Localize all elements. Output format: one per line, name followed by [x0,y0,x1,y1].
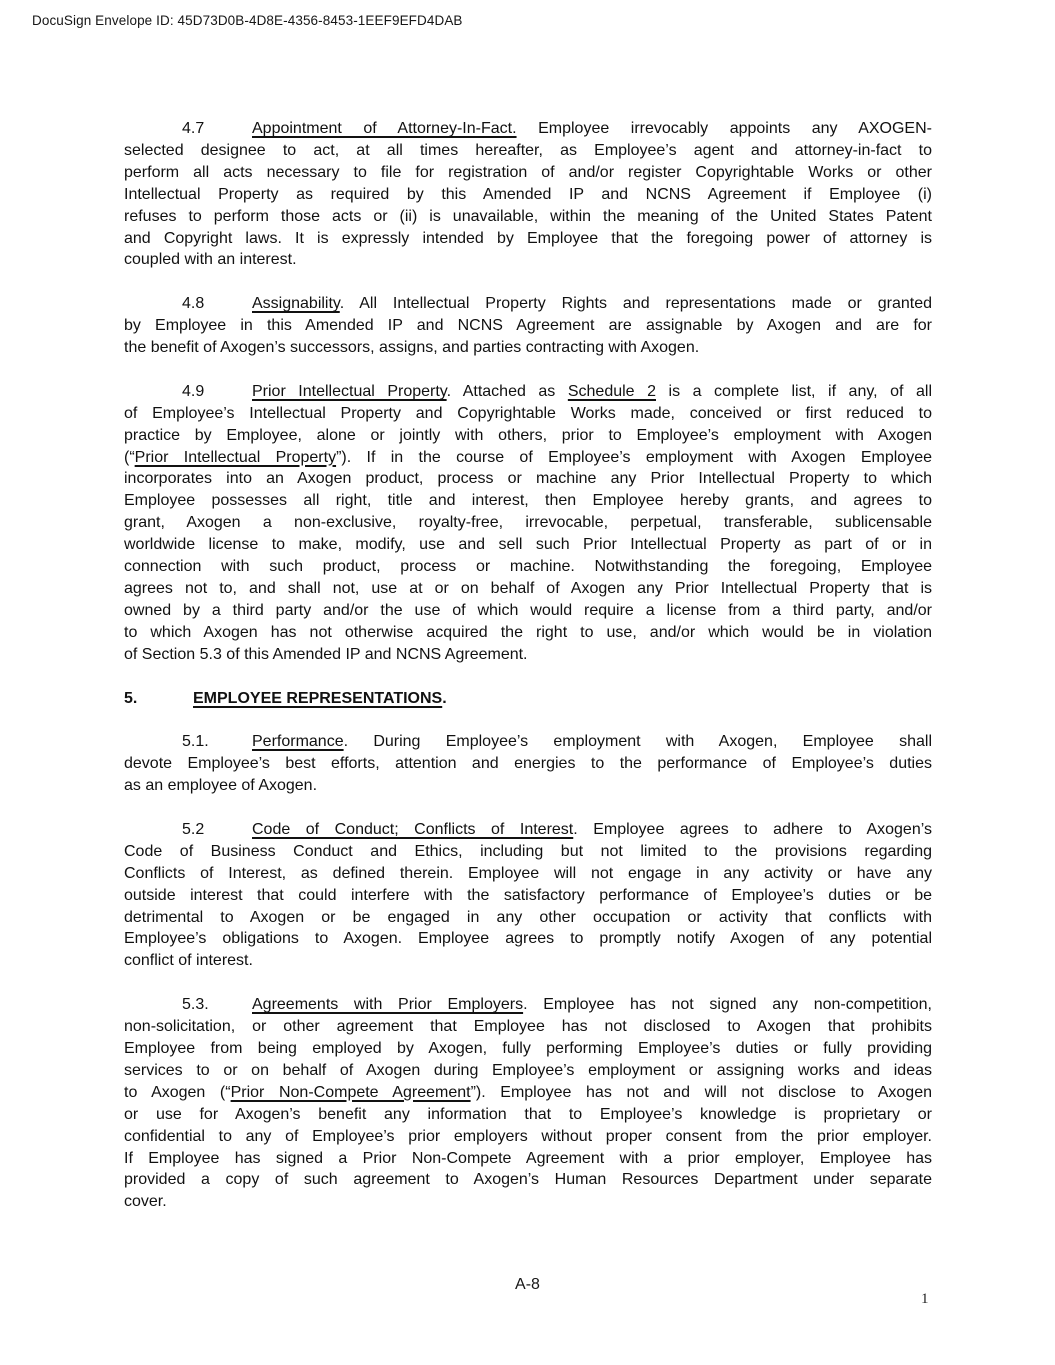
paragraph [124,819,932,972]
text-segment: . All Intellectual Property Rights and representations made or granted [339,295,932,313]
text-line [124,753,932,775]
text-segment: worldwide license to make, modify, use and sell such Prior Intellectual Property as part of or in [124,536,932,554]
text-line [124,425,932,447]
paragraph [124,118,932,271]
docusign-envelope-id: DocuSign Envelope ID: 45D73D0B-4D8E-4356-8453-1EEF9EFD4DAB [32,13,463,28]
footer-page-label: A-8 [515,1276,540,1293]
text-line [124,228,932,250]
text-segment: connection with such product, process or machine. Notwithstanding the foregoing, Employee [124,558,932,576]
text-segment: of Employee’s Intellectual Property and Copyrightable Works made, conceived or first reduced to [124,404,932,422]
text-segment: detrimental to Axogen or be engaged in any other occupation or activity that conflicts with [124,908,932,926]
underlined-term: Schedule 2 [567,382,656,400]
text-line [124,885,932,907]
text-line [124,994,932,1016]
text-line [124,315,932,337]
section-number: 5.3. [182,996,209,1014]
text-segment: or use for Axogen’s benefit any information that to Employee’s knowledge is proprietary or [124,1105,932,1123]
text-segment: . During Employee’s employment with Axogen, Employee shall [343,733,932,751]
text-line [124,490,932,512]
text-line [124,600,932,622]
document-body [124,118,932,1235]
underlined-term: Performance [252,733,344,751]
text-line [124,863,932,885]
section-number: 4.9 [182,382,205,400]
underlined-term: Prior Non-Compete Agreement [230,1083,471,1101]
text-segment: practice by Employee, alone or jointly with others, prior to Employee’s employment with Axogen [124,426,932,444]
text-line [124,1148,932,1170]
text-segment: grant, Axogen a non-exclusive, royalty-free, irrevocable, perpetual, transferable, sublicensable [124,514,932,532]
underlined-term: EMPLOYEE REPRESENTATIONS [193,689,443,707]
text-line [124,644,932,666]
underlined-term: Appointment of Attorney-In-Fact. [252,120,517,137]
text-segment: provided a copy of such agreement to Axogen’s Human Resources Department under separate [124,1171,932,1189]
text-line [124,468,932,490]
text-segment: to which Axogen has not otherwise acquired the right to use, and/or which would be in violation [124,623,932,641]
paragraph [124,293,932,359]
underlined-term: Prior Intellectual Property [134,448,337,466]
text-segment: Employee’s obligations to Axogen. Employee agrees to promptly notify Axogen of any potential [124,930,932,948]
text-line [124,162,932,184]
text-line [124,1191,932,1213]
text-segment: conflict of interest. [124,952,253,970]
text-line [124,928,932,950]
text-segment: . [442,689,447,707]
text-line [124,1060,932,1082]
text-line [124,950,932,972]
text-segment: the benefit of Axogen’s successors, assigns, and parties contracting with Axogen. [124,339,700,357]
text-segment: confidential to any of Employee’s prior employers without proper consent from the prior employer. [124,1127,932,1145]
text-line [124,841,932,863]
text-segment: refuses to perform those acts or (ii) is unavailable, within the meaning of the United States Patent [124,207,932,225]
text-segment: to Axogen (“ [124,1083,231,1101]
text-segment: is a complete list, if any, of all [656,382,933,400]
text-line [124,556,932,578]
text-line [124,622,932,644]
underlined-term: Agreements with Prior Employers [252,996,524,1014]
underlined-term: Code of Conduct; Conflicts of Interest [252,820,574,838]
text-line [124,1169,932,1191]
text-segment: Employee possesses all right, title and interest, then Employee hereby grants, and agrees to [124,492,932,510]
text-line [124,140,932,162]
text-segment: incorporates into an Axogen product, process or machine any Prior Intellectual Property to which [124,470,932,488]
text-line [124,1038,932,1060]
text-segment: as an employee of Axogen. [124,777,318,795]
text-segment: Code of Business Conduct and Ethics, including but not limited to the provisions regarding [124,842,932,860]
text-segment: Intellectual Property as required by this Amended IP and NCNS Agreement if Employee (i) [124,185,932,203]
text-line [124,1016,932,1038]
text-segment: of Section 5.3 of this Amended IP and NCNS Agreement. [124,645,528,663]
underlined-term: Assignability [252,295,340,313]
text-line [124,293,932,315]
text-segment: selected designee to act, at all times hereafter, as Employee’s agent and attorney-in-fact to [124,141,932,159]
text-segment: cover. [124,1193,167,1211]
footer-page-number: 1 [921,1291,929,1307]
text-segment: Conflicts of Interest, as defined therein. Employee will not engage in any activity or have any [124,864,932,882]
text-line [124,534,932,556]
text-line [124,775,932,797]
text-segment: outside interest that could interfere with the satisfactory performance of Employee’s duties or be [124,886,932,904]
section-heading [124,688,932,710]
text-segment: non-solicitation, or other agreement that Employee has not disclosed to Axogen that prohibits [124,1018,932,1036]
paragraph [124,731,932,797]
text-line [124,447,932,469]
text-segment: If Employee has signed a Prior Non-Compete Agreement with a prior employer, Employee has [124,1149,932,1167]
text-segment: . Employee has not signed any non-competition, [523,996,932,1014]
text-segment: by Employee in this Amended IP and NCNS Agreement are assignable by Axogen and are for [124,317,932,335]
text-segment: . Employee agrees to adhere to Axogen’s [573,820,932,838]
text-segment: ”). If in the course of Employee’s employment with Axogen Employee [336,448,932,466]
section-number: 4.7 [182,120,205,137]
text-line [124,512,932,534]
text-line [124,118,932,140]
text-line [124,688,932,710]
section-number: 5.1. [182,733,209,751]
text-line [124,1104,932,1126]
text-segment: ”). Employee has not and will not disclose to Axogen [470,1083,933,1101]
text-line [124,403,932,425]
text-segment: coupled with an interest. [124,251,297,269]
text-segment: perform all acts necessary to file for registration of and/or register Copyrightable Works or other [124,163,932,181]
text-segment: Employee irrevocably appoints any AXOGEN- [516,120,932,137]
section-number: 5.2 [182,820,205,838]
paragraph [124,381,932,666]
text-line [124,819,932,841]
text-segment: agrees not to, and shall not, use at or on behalf of Axogen any Prior Intellectual Property that is [124,580,932,597]
text-line [124,578,932,600]
text-segment: and Copyright laws. It is expressly intended by Employee that the foregoing power of attorney is [124,229,932,247]
text-segment: owned by a third party and/or the use of which would require a license from a third party, and/or [124,601,932,619]
text-line [124,337,932,359]
text-line [124,249,932,271]
underlined-term: Prior Intellectual Property [252,382,447,400]
paragraph [124,994,932,1213]
section-number: 4.8 [182,295,205,313]
text-segment: services to or on behalf of Axogen during Employee’s employment or assigning works and ideas [124,1061,932,1079]
text-line [124,1082,932,1104]
section-number: 5. [124,689,138,707]
text-line [124,731,932,753]
text-line [124,907,932,929]
text-segment: . Attached as [446,382,568,400]
text-segment: (“ [124,448,135,466]
text-line [124,184,932,206]
text-segment: devote Employee’s best efforts, attention and energies to the performance of Employee’s duties [124,755,932,773]
text-line [124,206,932,228]
text-segment: Employee from being employed by Axogen, fully performing Employee’s duties or fully providing [124,1039,932,1057]
text-line [124,1126,932,1148]
text-line [124,381,932,403]
